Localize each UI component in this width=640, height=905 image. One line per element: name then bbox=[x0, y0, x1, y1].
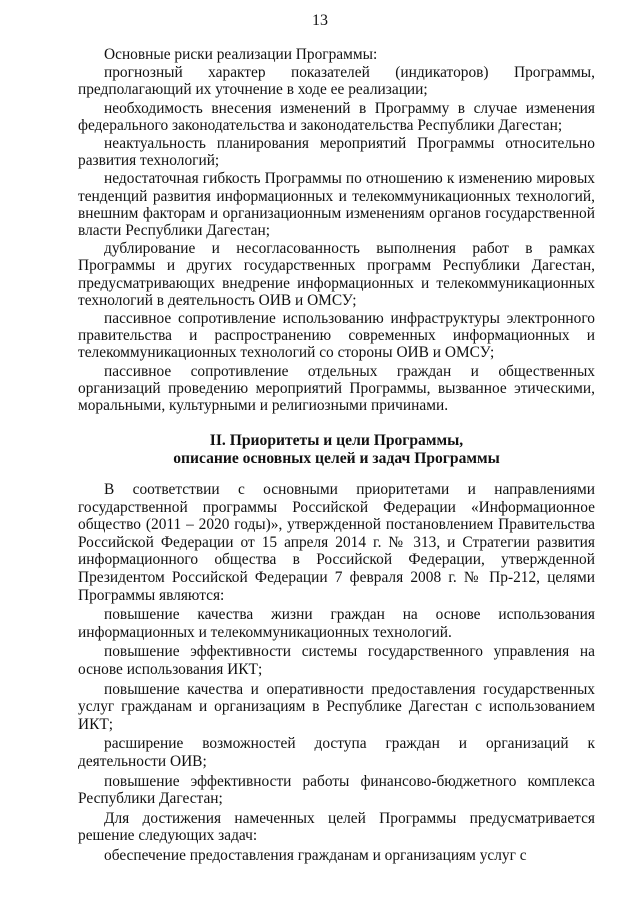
tasks-intro-paragraph: Для достижения намеченных целей Программы предусматривается решение следующих задач: bbox=[78, 809, 595, 845]
goal-item: повышение качества и оперативности предоставления государственных услуг гражданам и организациям в Республике Дагестан с использованием ИКТ; bbox=[78, 680, 595, 733]
section-title-line-1: II. Приоритеты и цели Программы, bbox=[209, 432, 464, 449]
risks-section bbox=[78, 46, 595, 414]
risk-item: пассивное сопротивление отдельных граждан и общественных организаций проведению мероприятий Программы, вызванное этическими, моральными, культурными и религиозными причинами. bbox=[78, 362, 595, 415]
section-heading bbox=[78, 432, 595, 468]
risks-intro: Основные риски реализации Программы: bbox=[104, 46, 378, 63]
risk-item: пассивное сопротивление использованию инфраструктуры электронного правительства и распространению современных информационных и телекоммуникационных технологий со стороны ОИВ и ОМСУ; bbox=[78, 310, 595, 362]
goal-item: расширение возможностей доступа граждан и организаций к деятельности ОИВ; bbox=[78, 735, 595, 770]
task-item: обеспечение предоставления гражданам и организациям услуг с bbox=[104, 846, 527, 864]
risk-item: недостаточная гибкость Программы по отношению к изменению мировых тенденций развития информационных и телекоммуникационных технологий, внешним факторам и организационным изменениям органов государственной власти Республики Дагестан; bbox=[78, 170, 595, 240]
goal-item: повышение качества жизни граждан на основе использования информационных и телекоммуникационных технологий. bbox=[78, 606, 595, 641]
goals-intro-paragraph: В соответствии с основными приоритетами и направлениями государственной программы Российской Федерации «Информационное общество (2011 – 2020 годы)», утвержденной постановлением Правительства Российской Федерации от 15 апреля 2014 г. № 313, и Стратегии развития информационного общества в Российской Федерации, утвержденной Президентом Российской Федерации 7 февраля 2008 г. № Пр-212, целями Программы являются: bbox=[78, 481, 595, 604]
section-title-line-2: описание основных целей и задач Программы bbox=[173, 450, 500, 467]
goals-section bbox=[78, 481, 595, 864]
risk-item: неактуальность планирования мероприятий Программы относительно развития технологий; bbox=[78, 135, 595, 170]
goal-item: повышение эффективности работы финансово-бюджетного комплекса Республики Дагестан; bbox=[78, 772, 595, 808]
risk-item: прогнозный характер показателей (индикаторов) Программы, предполагающий их уточнение в ходе ее реализации; bbox=[78, 64, 595, 99]
page-number: 13 bbox=[312, 12, 328, 29]
goal-item: повышение эффективности системы государственного управления на основе использования ИКТ; bbox=[78, 643, 595, 678]
risk-item: необходимость внесения изменений в Программу в случае изменения федерального законодательства и законодательства Республики Дагестан; bbox=[78, 99, 595, 134]
risk-item: дублирование и несогласованность выполнения работ в рамках Программы и других государственных программ Республики Дагестан, предусматривающих внедрение информационных и телекоммуникационных технологий в деятельность ОИВ и ОМСУ; bbox=[78, 240, 595, 309]
